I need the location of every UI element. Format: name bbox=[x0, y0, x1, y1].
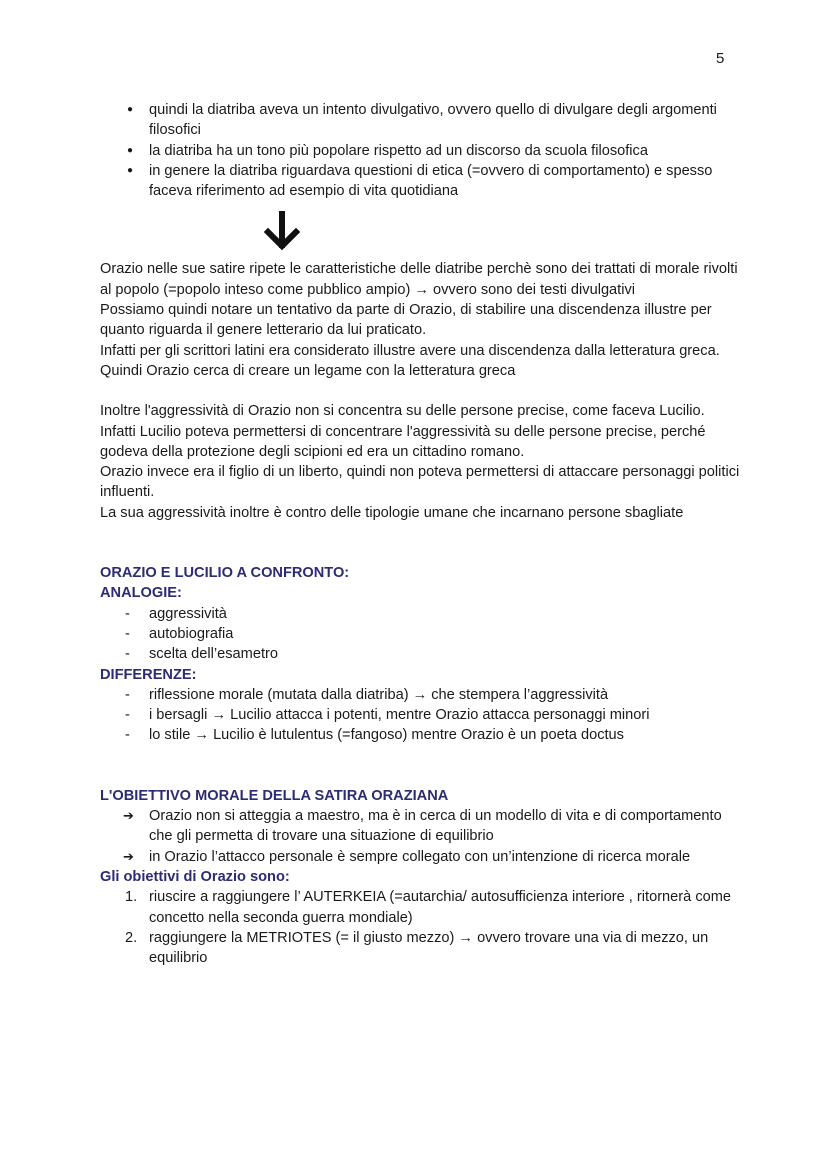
paragraph: Orazio nelle sue satire ripete le caratteristiche delle diatribe perchè sono dei trattati di morale rivolti al popolo (=popolo inteso come pubblico ampio) → ovvero sono dei testi divulgativi bbox=[100, 261, 738, 298]
bullet-icon: ● bbox=[127, 164, 134, 176]
list-item: 1. riuscire a raggiungere l’ AUTERKEIA (=autarchia/ autosufficienza interiore , ritornerà come concetto nella seconda guerra mondiale) bbox=[125, 889, 732, 926]
dash-icon: - bbox=[125, 686, 130, 703]
arrow-right-icon: ➔ bbox=[123, 808, 134, 824]
section-obiettivo bbox=[100, 786, 740, 969]
section-title: L'OBIETTIVO MORALE DELLA SATIRA ORAZIANA bbox=[100, 787, 449, 804]
numbered-list bbox=[100, 887, 740, 968]
dash-icon: - bbox=[125, 707, 130, 724]
analogie-list bbox=[100, 604, 740, 665]
list-item: ● la diatriba ha un tono più popolare rispetto ad un discorso da scuola filosofica bbox=[100, 141, 740, 161]
arrow-right-icon: ➔ bbox=[123, 848, 134, 864]
analogie-heading: ANALOGIE: bbox=[100, 585, 182, 602]
paragraph: Inoltre l'aggressività di Orazio non si concentra su delle persone precise, come faceva Lucilio. bbox=[100, 403, 705, 420]
paragraph-block-diatriba bbox=[100, 259, 740, 381]
dash-icon: - bbox=[125, 646, 130, 663]
section-confronto bbox=[100, 563, 740, 746]
arrow-list bbox=[100, 806, 740, 867]
document-body bbox=[100, 100, 740, 968]
list-item: - i bersagli → Lucilio attacca i potenti, mentre Orazio attacca personaggi minori bbox=[100, 705, 740, 725]
paragraph: Orazio invece era il figlio di un liberto, quindi non poteva permettersi di attaccare personaggi politici influenti. bbox=[100, 464, 740, 501]
list-item: - lo stile → Lucilio è lutulentus (=fangoso) mentre Orazio è un poeta doctus bbox=[100, 725, 740, 745]
down-arrow-divider bbox=[100, 201, 740, 259]
paragraph: La sua aggressività inoltre è contro delle tipologie umane che incarnano persone sbagliate bbox=[100, 504, 684, 521]
list-item: - aggressività bbox=[100, 604, 740, 624]
list-item: 2. raggiungere la METRIOTES (= il giusto mezzo) → ovvero trovare una via di mezzo, un equilibrio bbox=[125, 929, 709, 967]
paragraph: Possiamo quindi notare un tentativo da parte di Orazio, di stabilire una discendenza illustre per quanto riguarda il genere letterario da lui praticato. bbox=[100, 302, 712, 339]
list-item: ➔ in Orazio l’attacco personale è sempre collegato con un’intenzione di ricerca morale bbox=[100, 847, 740, 867]
paragraph-block-aggressivita bbox=[100, 401, 740, 523]
dash-icon: - bbox=[125, 625, 130, 642]
list-item: - autobiografia bbox=[100, 624, 740, 644]
list-item: ● in genere la diatriba riguardava questioni di etica (=ovvero di comportamento) e spesso faceva riferimento ad esempio di vita quotidiana bbox=[127, 162, 713, 200]
intro-bullet-list bbox=[100, 100, 740, 201]
differenze-heading: DIFFERENZE: bbox=[100, 666, 197, 683]
list-number: 2. bbox=[125, 929, 138, 946]
list-item: - scelta dell’esametro bbox=[100, 644, 740, 664]
arrow-down-icon bbox=[263, 211, 301, 251]
list-item: ➔ Orazio non si atteggia a maestro, ma è in cerca di un modello di vita e di comportamento che gli permetta di trovare una situazione di equilibrio bbox=[123, 808, 722, 845]
list-number: 1. bbox=[125, 889, 138, 906]
paragraph: Infatti per gli scrittori latini era considerato illustre avere una discendenza dalla letteratura greca. bbox=[100, 342, 720, 359]
dash-icon: - bbox=[125, 605, 130, 622]
section-title: ORAZIO E LUCILIO A CONFRONTO: bbox=[100, 565, 350, 582]
bullet-icon: ● bbox=[127, 144, 134, 156]
bullet-icon: ● bbox=[127, 104, 134, 115]
paragraph: Quindi Orazio cerca di creare un legame con la letteratura greca bbox=[100, 362, 516, 379]
list-item: - riflessione morale (mutata dalla diatriba) → che stempera l’aggressività bbox=[100, 685, 740, 705]
page-number: 5 bbox=[716, 50, 725, 67]
paragraph: Infatti Lucilio poteva permettersi di concentrare l'aggressività su delle persone precise, perché godeva della protezione degli scipioni ed era un cittadino romano. bbox=[100, 423, 706, 460]
obiettivi-subtitle: Gli obiettivi di Orazio sono: bbox=[100, 868, 290, 885]
differenze-list bbox=[100, 685, 740, 746]
list-item: ● quindi la diatriba aveva un intento divulgativo, ovvero quello di divulgare degli argomenti filosofici bbox=[127, 102, 717, 139]
dash-icon: - bbox=[125, 727, 130, 744]
